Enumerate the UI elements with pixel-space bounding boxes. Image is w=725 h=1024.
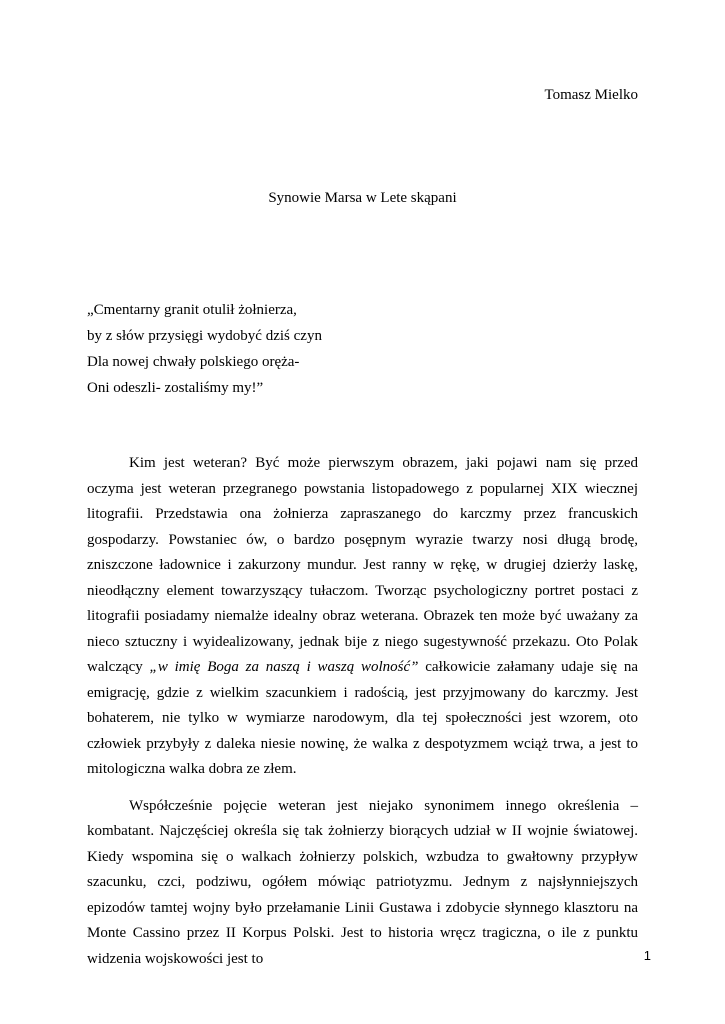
poem-epigraph [87, 297, 322, 401]
poem-line: by z słów przysięgi wydobyć dziś czyn [87, 328, 322, 344]
body-text [87, 451, 638, 972]
paragraph-text: całkowicie załamany udaje się na emigrację, gdzie z wielkim szacunkiem i radością, jest przyjmowany do karczmy. Jest bohaterem, nie tylko w wymiarze narodowym, dla tej społeczności jest wzorem, oto człowiek przybyły z daleka niesie nowinę, że walka z despotyzmem wciąż trwa, a jest to mitologiczna walka dobra ze złem. [87, 659, 638, 777]
poem-line: Dla nowej chwały polskiego oręża- [87, 354, 300, 370]
document-title: Synowie Marsa w Lete skąpani [268, 190, 457, 206]
poem-line: „Cmentarny granit otulił żołnierza, [87, 302, 297, 318]
italic-quote: „w imię Boga za naszą i waszą wolność” [149, 659, 419, 675]
paragraph-text: Kim jest weteran? Być może pierwszym obrazem, jaki pojawi nam się przed oczyma jest weteran przegranego powstania listopadowego z popularnej XIX wiecznej litografii. Przedstawia ona żołnierza zapraszanego do karczmy przez francuskich gospodarzy. Powstaniec ów, o bardzo posępnym wyrazie twarzy nosi długą brodę, zniszczone ładownice i zakurzony mundur. Jest ranny w rękę, w drugiej dzierży laskę, nieodłączny element towarzyszący tułaczom. Tworząc psychologiczny portret postaci z litografii posiadamy niemalże idealny obraz weterana. Obrazek ten może być uważany za nieco sztuczny i wyidealizowany, jednak bije z niego sugestywność przekazu. Oto Polak walczący [87, 455, 638, 675]
paragraph [87, 451, 638, 783]
page-number: 1 [643, 948, 651, 963]
author-name: Tomasz Mielko [544, 87, 638, 103]
poem-line: Oni odeszli- zostaliśmy my!” [87, 380, 264, 396]
paragraph: Współcześnie pojęcie weteran jest niejako synonimem innego określenia – kombatant. Najczęściej określa się tak żołnierzy biorących udział w II wojnie światowej. Kiedy wspomina się o walkach żołnierzy polskich, wzbudza to gwałtowny przypływ szacunku, czci, podziwu, ogółem mówiąc patriotyzmu. Jednym z najsłynniejszych epizodów tamtej wojny było przełamanie Linii Gustawa i zdobycie słynnego klasztoru na Monte Cassino przez II Korpus Polski. Jest to historia wręcz tragiczna, o ile z punktu widzenia wojskowości jest to [87, 797, 638, 967]
